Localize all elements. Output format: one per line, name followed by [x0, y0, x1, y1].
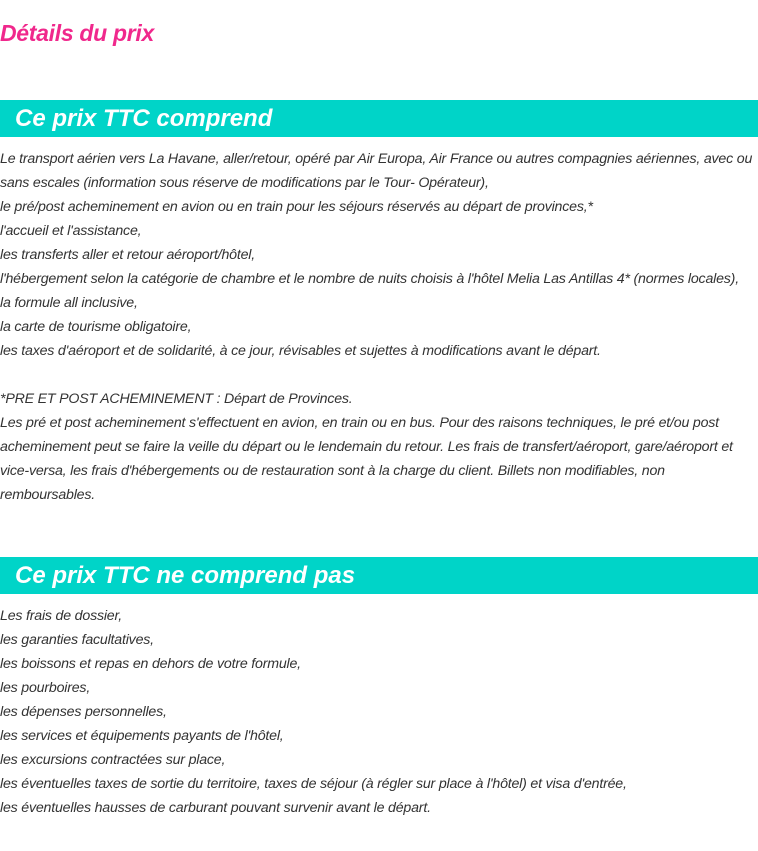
- list-item: les transferts aller et retour aéroport/hôtel,: [0, 247, 255, 263]
- list-item: les excursions contractées sur place,: [0, 752, 226, 768]
- list-item: Les frais de dossier,: [0, 608, 122, 624]
- list-item: les garanties facultatives,: [0, 632, 154, 648]
- list-item: les éventuelles taxes de sortie du territoire, taxes de séjour (à régler sur place à l'hôtel) et visa d'entrée,: [0, 776, 627, 792]
- excluded-section-header: Ce prix TTC ne comprend pas: [0, 557, 758, 594]
- list-item: les dépenses personnelles,: [0, 704, 167, 720]
- list-item: la carte de tourisme obligatoire,: [0, 319, 192, 335]
- list-item: les taxes d'aéroport et de solidarité, à ce jour, révisables et sujettes à modifications avant le départ.: [0, 343, 601, 359]
- list-item: les services et équipements payants de l'hôtel,: [0, 728, 284, 744]
- list-item: l'accueil et l'assistance,: [0, 223, 142, 239]
- list-item: Le transport aérien vers La Havane, aller/retour, opéré par Air Europa, Air France ou autres compagnies aériennes, avec ou sans escales (information sous réserve de modifications par le Tour- Opérateur),: [0, 151, 753, 191]
- page-title: Détails du prix: [0, 20, 154, 46]
- list-item: les boissons et repas en dehors de votre formule,: [0, 656, 301, 672]
- included-list: [0, 147, 758, 363]
- list-item: la formule all inclusive,: [0, 295, 138, 311]
- list-item: les pourboires,: [0, 680, 91, 696]
- list-item: l'hébergement selon la catégorie de chambre et le nombre de nuits choisis à l'hôtel Melia Las Antillas 4* (normes locales),: [0, 271, 739, 287]
- list-item: le pré/post acheminement en avion ou en train pour les séjours réservés au départ de provinces,*: [0, 199, 593, 215]
- note-body: Les pré et post acheminement s'effectuent en avion, en train ou en bus. Pour des raisons techniques, le pré et/ou post acheminement peut se faire la veille du départ ou le lendemain du retour. Les frais de transfert/aéroport, gare/aéroport et vice-versa, les frais d'hébergements ou de restauration sont à la charge du client. Billets non modifiables, non remboursables.: [0, 415, 733, 503]
- included-section-header: Ce prix TTC comprend: [0, 100, 758, 137]
- transfer-note: [0, 387, 758, 507]
- note-title: *PRE ET POST ACHEMINEMENT : Départ de Provinces.: [0, 391, 353, 407]
- list-item: les éventuelles hausses de carburant pouvant survenir avant le départ.: [0, 800, 431, 816]
- excluded-list: [0, 604, 758, 820]
